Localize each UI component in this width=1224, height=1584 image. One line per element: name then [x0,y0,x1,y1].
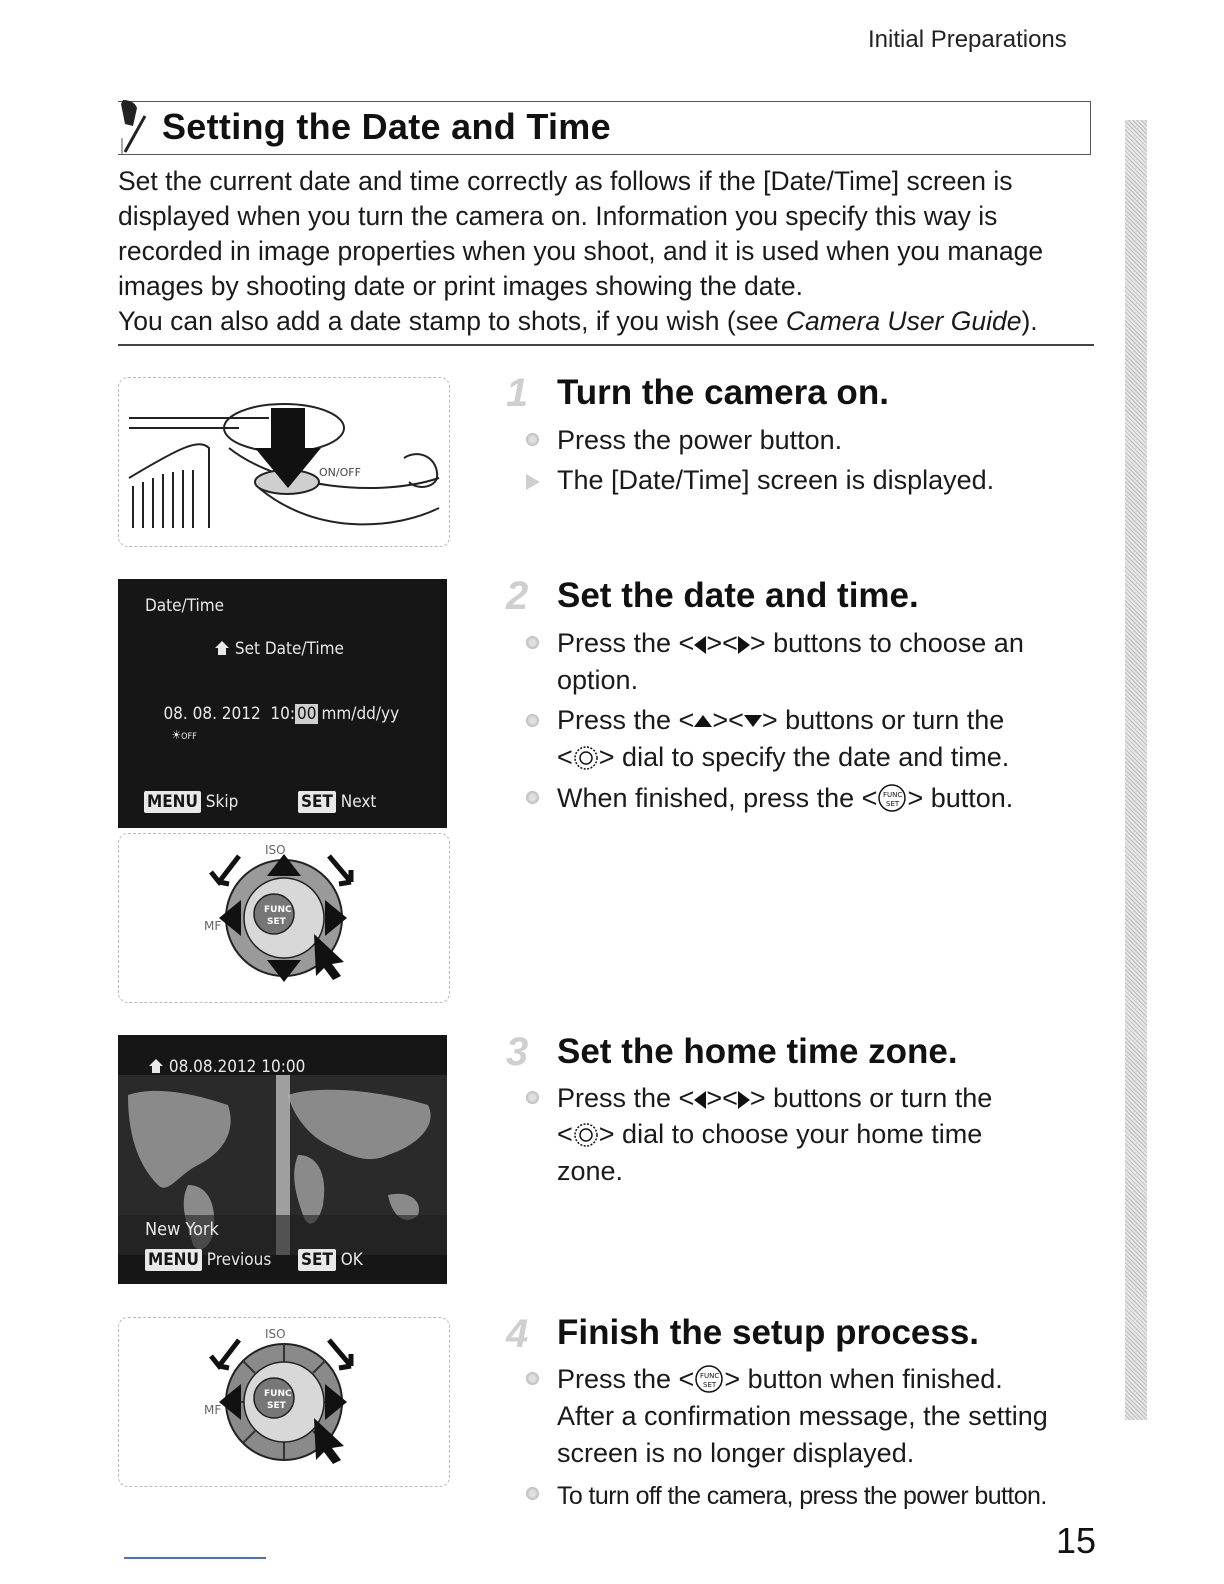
intro-p2-post: ). [1021,306,1038,336]
step-number: 1 [506,371,529,415]
bullet-icon [526,1091,539,1104]
svg-text:ON/OFF: ON/OFF [319,466,361,479]
city-name: New York [145,1219,219,1240]
minutes-field[interactable]: 00 [297,704,317,724]
step-result: The [Date/Time] screen is displayed. [557,465,995,495]
step-number: 3 [506,1030,529,1074]
text-fragment: When finished, press the < [557,783,878,813]
control-dial-icon [573,1122,599,1148]
left-arrow-icon [694,1091,706,1109]
set-button-icon: SET [298,791,336,813]
page-number: 15 [1056,1520,1097,1561]
result-arrow-icon [526,474,540,490]
datetime-row [148,1057,305,1077]
step-number: 2 [506,574,529,618]
footer-link-underline [124,1557,266,1559]
iso-label-2: ISO [265,1327,286,1341]
home-icon-2 [148,1058,164,1074]
date-time-screen [118,579,447,828]
date-format: mm/dd/yy [321,704,400,724]
text-fragment: Press the < [557,705,695,735]
text-fragment: > dial to choose your home time [598,1119,983,1149]
step-instruction: Press the power button. [557,425,843,455]
previous-row[interactable] [145,1249,271,1271]
dial-drawing [119,834,449,1002]
previous-label: Previous [206,1250,272,1270]
step-title: Turn the camera on. [557,373,889,412]
iso-label: ISO [265,843,286,857]
text-fragment: > buttons or turn the [761,705,1005,735]
func-set-icon [694,1364,724,1394]
step-instruction-cont [557,1116,982,1153]
step-instruction-cont: After a confirmation message, the setting [557,1401,1048,1431]
mf-label-2: MF [204,1403,222,1417]
text-fragment: Press the < [557,1364,695,1394]
current-datetime: 08.08.2012 10:00 [168,1057,306,1077]
intro-p2-pre: You can also add a date stamp to shots, if you wish (see [118,306,786,336]
down-arrow-icon [744,715,762,727]
control-dial-illustration [118,833,450,1003]
func-set-icon [877,783,907,813]
text-fragment: >< [706,628,738,658]
func-label: FUNC [264,905,292,915]
divider [118,344,1094,346]
control-dial-icon [573,745,599,771]
set-label-2: SET [267,1401,286,1411]
text-fragment: Press the < [557,1083,695,1113]
step-title: Finish the setup process. [557,1313,980,1352]
intro-paragraph-2 [118,304,1108,339]
step-title: Set the home time zone. [557,1032,958,1071]
ok-row[interactable] [298,1249,363,1271]
hint-icon [119,98,155,156]
text-fragment: > buttons to choose an [749,628,1024,658]
chapter-tab [1125,120,1147,1420]
dst-icon: ☀OFF [171,728,197,742]
skip-row[interactable] [144,791,238,813]
svg-text:SET: SET [703,1381,717,1389]
menu-button-icon: MENU [144,791,201,813]
step-instruction-cont: zone. [557,1156,624,1186]
next-row[interactable] [298,791,376,813]
intro-paragraph: Set the current date and time correctly as follows if the [Date/Time] screen is displayed when you turn the camera on. Information you specify this way is recorded in image properties when you shoot, and it is used when you manage images by shooting date or print images showing the date. [118,166,1044,301]
text-fragment: < [557,1119,573,1149]
section-label: Initial Preparations [868,26,1067,53]
next-label: Next [340,792,377,812]
skip-label: Skip [205,792,239,812]
mf-label: MF [204,919,222,933]
intro-text [118,164,1108,339]
guide-reference: Camera User Guide [785,306,1022,336]
menu-button-icon: MENU [145,1249,202,1271]
bullet-icon [526,714,539,727]
text-fragment: > dial to specify the date and time. [598,742,1010,772]
dial-drawing-2 [119,1318,449,1486]
date-entry-row[interactable] [144,684,399,764]
text-fragment: > button. [907,783,1014,813]
step-instruction [557,702,1004,739]
step-instruction-cont: option. [557,665,639,695]
step-instruction-cont: screen is no longer displayed. [557,1438,915,1468]
text-fragment: > button when finished. [724,1364,1003,1394]
right-arrow-icon [738,636,750,654]
up-arrow-icon [694,715,712,727]
bullet-icon [526,1372,539,1385]
step-title: Set the date and time. [557,576,919,615]
page-title: Setting the Date and Time [162,106,611,147]
right-arrow-icon [738,1091,750,1109]
control-dial-illustration-2 [118,1317,450,1487]
svg-text:FUNC: FUNC [883,791,903,799]
step-instruction [557,1080,992,1117]
ok-label: OK [340,1250,363,1270]
camera-top-drawing [119,378,449,546]
screen-title: Date/Time [145,596,225,616]
step-instruction [557,1361,1003,1398]
text-fragment: Press the < [557,628,695,658]
func-label-2: FUNC [264,1389,292,1399]
text-fragment: >< [706,1083,738,1113]
time-zone-screen [118,1035,447,1284]
text-fragment: >< [712,705,744,735]
screen-subtitle: Set Date/Time [234,639,344,659]
step-instruction [557,780,1013,817]
bullet-icon [526,791,539,804]
left-arrow-icon [694,636,706,654]
date-value: 08. 08. 2012 10: [163,704,296,724]
bullet-icon [526,1487,539,1500]
bullet-icon [526,433,539,446]
home-icon [214,640,230,656]
text-fragment: < [557,742,573,772]
bullet-icon [526,636,539,649]
step-instruction [557,625,1024,662]
svg-text:SET: SET [886,800,900,808]
screen-subtitle-row [214,639,344,659]
set-button-icon: SET [298,1249,336,1271]
set-label: SET [267,917,286,927]
svg-text:FUNC: FUNC [700,1372,720,1380]
step-number: 4 [506,1312,529,1356]
step-instruction-cont [557,739,1009,776]
camera-top-illustration [118,377,450,547]
dst-value: OFF [181,732,197,742]
text-fragment: > buttons or turn the [749,1083,993,1113]
step-note: To turn off the camera, press the power button. [557,1482,1047,1510]
